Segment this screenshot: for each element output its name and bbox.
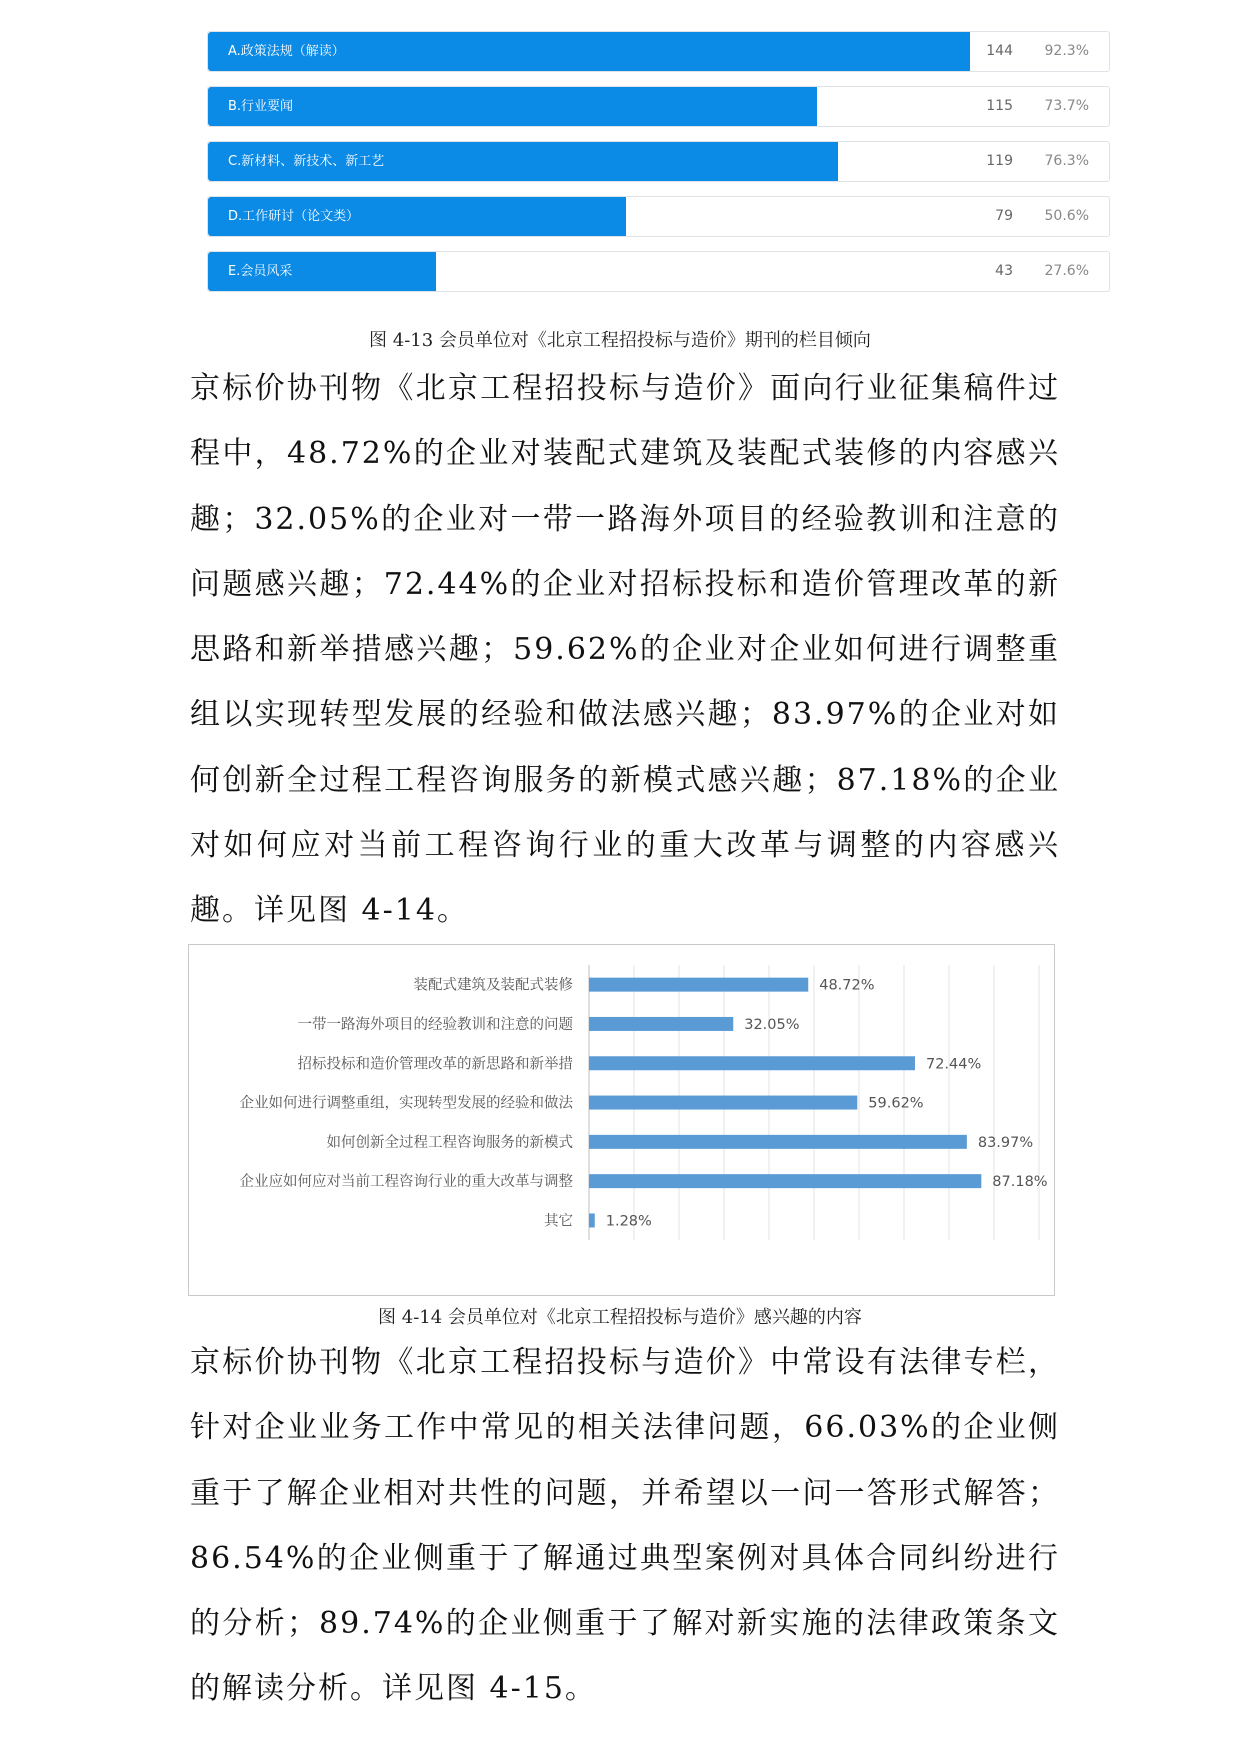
figure-caption-4-14: 图 4-14 会员单位对《北京工程招投标与造价》感兴趣的内容: [378, 1307, 862, 1328]
survey-row-label: A.政策法规（解读）: [228, 44, 345, 59]
value-label: 1.28%: [605, 1213, 652, 1230]
survey-row-label: B.行业要闻: [228, 99, 294, 114]
survey-row-count: 144: [986, 43, 1013, 59]
survey-row: [207, 31, 1110, 72]
bar: [589, 1056, 915, 1070]
category-label: 如何创新全过程工程咨询服务的新模式: [326, 1134, 573, 1151]
survey-row: [207, 251, 1110, 292]
survey-row-percent: 73.7%: [1044, 98, 1089, 114]
survey-row: [207, 196, 1110, 237]
bar: [589, 978, 808, 992]
category-label: 装配式建筑及装配式装修: [413, 977, 573, 994]
survey-results: [207, 31, 1110, 306]
chart-svg: [189, 945, 1054, 1295]
survey-row: [207, 141, 1110, 182]
survey-row-count: 43: [995, 263, 1013, 279]
survey-row-percent: 50.6%: [1044, 208, 1089, 224]
figure-caption-4-13: 图 4-13 会员单位对《北京工程招投标与造价》期刊的栏目倾向: [369, 330, 871, 351]
survey-row-label: E.会员风采: [228, 264, 293, 279]
survey-row-label: C.新材料、新技术、新工艺: [228, 154, 385, 169]
survey-bar-fill: [208, 87, 817, 126]
paragraph-1: 京标价协刊物《北京工程招投标与造价》面向行业征集稿件过程中，48.72%的企业对装配式建筑及装配式装修的内容感兴趣；32.05%的企业对一带一路海外项目的经验教训和注意的问题感兴趣；72.44%的企业对招标投标和造价管理改革的新思路和新举措感兴趣；59.62%的企业对企业如何进行调整重组以实现转型发展的经验和做法感兴趣；83.97%的企业对如何创新全过程工程咨询服务的新模式感兴趣；87.18%的企业对如何应对当前工程咨询行业的重大改革与调整的内容感兴趣。详见图 4-14。: [190, 371, 1060, 929]
value-label: 83.97%: [977, 1134, 1034, 1151]
bar: [589, 1174, 981, 1188]
value-label: 87.18%: [992, 1174, 1048, 1191]
survey-row-percent: 92.3%: [1044, 43, 1089, 59]
category-label: 一带一路海外项目的经验教训和注意的问题: [297, 1016, 573, 1033]
category-label: 企业如何进行调整重组，实现转型发展的经验和做法: [239, 1095, 573, 1112]
paragraph-2: 京标价协刊物《北京工程招投标与造价》中常设有法律专栏，针对企业业务工作中常见的相关法律问题，66.03%的企业侧重于了解企业相对共性的问题，并希望以一问一答形式解答；86.54%的企业侧重于了解通过典型案例对具体合同纠纷进行的分析；89.74%的企业侧重于了解对新实施的法律政策条文的解读分析。详见图 4-15。: [190, 1345, 1060, 1707]
survey-row-percent: 76.3%: [1044, 153, 1089, 169]
bar: [589, 1096, 857, 1110]
value-label: 32.05%: [744, 1016, 800, 1033]
survey-row-count: 115: [986, 98, 1013, 114]
survey-row-label: D.工作研讨（论文类）: [228, 209, 360, 224]
survey-row-percent: 27.6%: [1044, 263, 1089, 279]
bar: [589, 1213, 595, 1227]
category-label: 企业应如何应对当前工程咨询行业的重大改革与调整: [239, 1174, 573, 1191]
value-label: 48.72%: [819, 977, 875, 994]
category-label: 其它: [544, 1213, 573, 1230]
value-label: 72.44%: [925, 1056, 982, 1073]
survey-row: [207, 86, 1110, 127]
bar: [589, 1017, 733, 1031]
bar: [589, 1135, 967, 1149]
survey-row-count: 79: [995, 208, 1013, 224]
value-label: 59.62%: [868, 1095, 924, 1112]
interest-bar-chart: [188, 944, 1055, 1296]
category-label: 招标投标和造价管理改革的新思路和新举措: [297, 1056, 573, 1073]
survey-row-count: 119: [986, 153, 1013, 169]
